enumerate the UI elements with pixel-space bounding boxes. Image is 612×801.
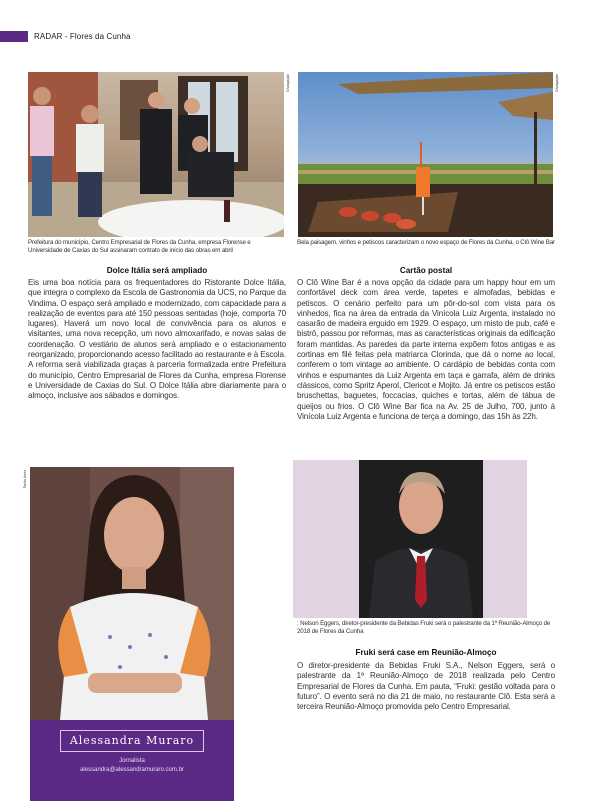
article-body: O diretor-presidente da Bebidas Fruki S.A., Nelson Eggers, será o palestrante da 1ª Reunião-Almoço de 2018 realizada pelo Centro Empresarial de Flores da Cunha. Em pauta, “Fruki: gestão voltada para o futuro”. O evento será no dia 21 de maio, no restaurante Clô. Esta será a terceira Reunião-Almoço promovida pelo Centro Empresarial.	[297, 661, 555, 712]
photo-credit: Tacito Anex	[23, 470, 27, 489]
article-body: O Clô Wine Bar é a nova opção da cidade para um happy hour em um confortável deck com área verde, tapetes e almofadas, bebidas e petiscos. O cenário perfeito para um pôr-do-sol com vista para os vinhedos, fica na área da entrada da Vinícola Luiz Argenta, instalado no casarão de madeira erguido em 1929. O espaço, um misto de pub, café e bistrô, passou por reformas, mas as características originais da edificação foram mantidas. As paredes da parte interna expõem fotos antigas e as cortinas em filé feitas pela matriarca Clorinda, que dá o nome ao local, conferem o tom vintage ao ambiente. O cardápio de bebidas conta com vinhos e espumantes da Luiz Argenta em taça e garrafa, além de drinks clássicos, como Spritz Aperol, Clericot e Mojito. Já entre os petiscos estão bruschettas, baguetes, foccacias, quiches e tortas, além de tábua de queijos ou frios. O Clô Wine Bar fica na Av. 25 de Julho, 700, junto à Vinícola Luiz Argenta e funciona de terça a domingo, das 15h às 22h.	[297, 278, 555, 421]
article-body: Eis uma boa notícia para os frequentadores do Ristorante Dolce Itália, que integra o complexo da Escola de Gastronomia da UCS, no Parque da Vindima. O espaço será ampliado e modernizado, com capacidade para a realização de eventos para até 150 pessoas sentadas (hoje, comporta 70 lugares). Haverá um novo local de convivência para os alunos e visitantes, uma nova recepção, um novo almoxarifado, e novas salas de coordenação. O vestiário de alunos será ampliado e o estacionamento reorganizado, proporcionando acesso facilitado ao restaurante e à Escola. A reforma será viabilizada graças à parceria formalizada entre Prefeitura do município, Centro Empresarial de Flores da Cunha, empresa Florense e Universidade de Caxias do Sul. O Dolce Itália abre diariamente para o almoço, inclusive aos sábados e domingos.	[28, 278, 286, 401]
portrait-photo	[359, 460, 483, 618]
photo-caption: Prefeitura do município, Centro Empresarial de Flores da Cunha, empresa Florense e Universidade de Caxias do Sul assinaram contrato de início das obras em abril	[28, 239, 251, 254]
columnist-name-panel	[30, 720, 234, 801]
winebar-illustration	[298, 72, 553, 237]
meeting-illustration	[28, 72, 284, 237]
photo-credit: Divulgação	[555, 74, 559, 92]
columnist-role: Jornalista	[119, 758, 145, 764]
columnist-email[interactable]: alessandra@alessandramuraro.com.br	[80, 767, 184, 773]
photo-caption: Bela paisagem, vinhos e petiscos caracterizam o novo espaço de Flores da Cunha, o Clô Wine Bar	[297, 239, 555, 246]
columnist-name: Alessandra Muraro	[60, 730, 204, 752]
section-color-bar	[0, 31, 28, 42]
article-title: Fruki será case em Reunião-Almoço	[355, 648, 497, 657]
winebar-photo	[298, 72, 553, 237]
meeting-photo	[28, 72, 284, 237]
photo-credit: Divulgação	[286, 74, 290, 92]
columnist-photo	[30, 467, 234, 801]
photo-caption: : Nelson Eggers, diretor-presidente da Bebidas Fruki será o palestrante da 1ª Reunião-Almoço de 2018 de Flores da Cunha	[297, 620, 551, 635]
article-title: Dolce Itália será ampliado	[106, 266, 208, 275]
portrait-illustration	[359, 460, 483, 618]
columnist-illustration	[30, 467, 234, 720]
section-header: RADAR - Flores da Cunha	[34, 32, 131, 41]
article-title: Cartão postal	[399, 266, 453, 275]
